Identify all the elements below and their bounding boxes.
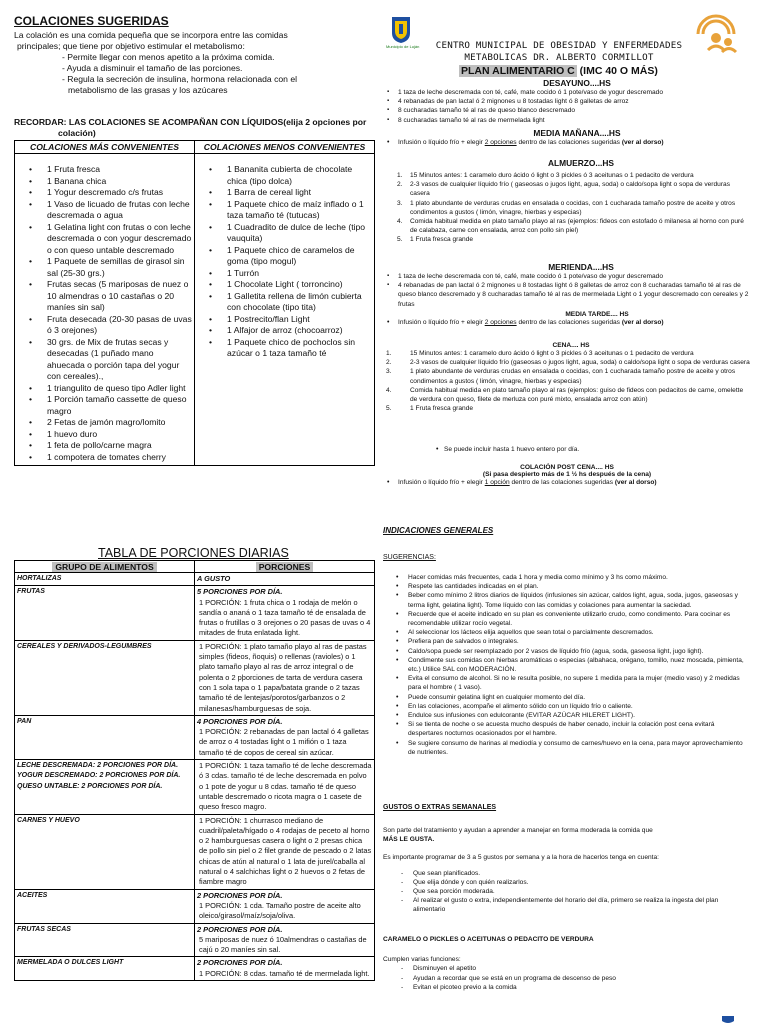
cena-item: 5. 1 Fruta fresca grande [383, 404, 751, 413]
almuerzo-section [383, 158, 751, 245]
sugerencia-item: • En las colaciones, acompañe el alimento sólido con un líquido frío o caliente. [383, 702, 751, 711]
porciones-detail-cell [195, 814, 375, 889]
porciones-row [15, 573, 375, 586]
porciones-count: A GUSTO [197, 574, 231, 583]
colacion-mas-item: • 1 Fruta fresca [19, 164, 192, 176]
porc-header-grupo: GRUPO DE ALIMENTOS [15, 561, 195, 573]
porciones-detail-cell [195, 957, 375, 981]
gustos-item: - Al realizar el gusto o extra, independientemente del horario del día, primero se realiza la ingesta del plan alimentario [383, 896, 751, 914]
colacion-mas-item: • 1 Vaso de licuado de frutas con leche descremada o agua [19, 199, 192, 222]
gustos-item: - Que sea porción moderada. [383, 887, 751, 896]
indicaciones-title: INDICACIONES GENERALES [383, 526, 494, 535]
porciones-body [15, 573, 375, 981]
porciones-detail-cell [195, 923, 375, 957]
porciones-detail: 1 PORCIÓN: 1 fruta chica o 1 rodaja de melón o sandía o ananá o 1 taza tamaño té de ensalada de frutas o frutillas o 3 orejones o 20 pasas de uvas o 4 mitades de fruta enlatada light. [199, 597, 371, 638]
colacion-mas-item: • Frutas secas (5 mariposas de nuez o 10 almendras o 10 castañas o 20 maníes sin sal) [19, 279, 192, 314]
desayuno-item: ▪ 8 cucharadas tamaño té al ras de queso blanco descremado [383, 106, 751, 115]
desayuno-list [383, 88, 751, 125]
porciones-detail-cell [195, 760, 375, 814]
porciones-group-cell: CARNES Y HUEVO [15, 814, 195, 889]
desayuno-item: ▪ 1 taza de leche descremada con té, café, mate cocido ó 1 pote/vaso de yogur descremado [383, 88, 751, 97]
porciones-detail: 1 PORCIÓN: 1 cda. Tamaño postre de aceite alto oleico/girasol/maíz/soja/oliva. [199, 900, 361, 921]
colacion-mas-item: • 1 Porción tamaño cassette de queso magro [19, 394, 192, 417]
porc-header-porciones: PORCIONES [195, 561, 375, 573]
colacion-menos-item: • 1 Barra de cereal light [199, 187, 372, 199]
recordar-note: RECORDAR: LAS COLACIONES SE ACOMPAÑAN CON LÍQUIDOS(elija 2 opciones por colación) [14, 117, 367, 138]
caramelo-title: CARAMELO O PICKLES O ACEITUNAS O PEDACITO DE VERDURA [383, 936, 594, 943]
sugerencia-item: • Hacer comidas más frecuentes, cada 1 hora y media como mínimo y 3 hs como máximo. [383, 573, 751, 582]
colacion-menos-item: • 1 Alfajor de arroz (chocoarroz) [199, 325, 372, 337]
gustos-p2: Es importante programar de 3 a 5 gustos por semana y a la hora de hacerlos tenga en cuenta: [383, 854, 660, 862]
centro-header: CENTRO MUNICIPAL DE OBESIDAD Y ENFERMEDADES METABOLICAS DR. ALBERTO CORMILLOT [435, 40, 683, 63]
cena-item: 4. Comida habitual medida en plato tamaño playo al ras (ejemplos: guiso de fideos con pedacitos de carne, omelette de verdura con queso, filete de merluza con puré mixto, ensalada arroz con atún) [383, 386, 751, 404]
colacion-menos-item: • 1 Bananita cubierta de chocolate chica (tipo dolca) [199, 164, 372, 187]
media-manana-title: MEDIA MAÑANA....HS [533, 128, 621, 138]
gustos-item: - Que elija dónde y con quién realizarlos. [383, 878, 751, 887]
media-tarde-text: • Infusión o líquido frío + elegir 2 opciones dentro de las colaciones sugeridas (ver al dorso) [383, 318, 751, 327]
post-cena-subtitle: (Si pasa despierto más de 1 ½ hs después de la cena) [482, 471, 652, 478]
colacion-menos-item: • 1 Galletita rellena de limón cubierta con chocolate (tipo tita) [199, 291, 372, 314]
desayuno-item: ▪ 4 rebanadas de pan lactal ó 2 mignones u 8 tostadas light ó 8 galletas de arroz [383, 97, 751, 106]
colacion-mas-item: • 1 Banana chica [19, 176, 192, 188]
caramelo-item: - Ayudan a recordar que se está en un programa de descenso de peso [383, 974, 751, 983]
porciones-detail: 1 PORCIÓN: 1 taza tamaño té de leche descremada ó 3 cdas. tamaño té de leche descremada en polvo o 1 pote de yogur u 8 cdas. tamaño té de queso untable descremado o ricota magra o 1 casete de queso fresco magro. [199, 761, 372, 812]
merienda-item: ▪ 1 taza de leche descremada con té, café, mate cocido ó 1 pote/vaso de yogur descremado [383, 272, 751, 281]
merienda-section [383, 262, 751, 309]
merienda-list [383, 272, 751, 309]
colacion-menos-item: • 1 Cuadradito de dulce de leche (tipo vauquita) [199, 222, 372, 245]
gustos-list [383, 869, 751, 915]
menos-list [199, 164, 372, 360]
colacion-mas-item: • 1 Gelatina light con frutas o con leche descremada o con yogur descremado o con queso untable descremado [19, 222, 192, 257]
post-cena-section [383, 464, 751, 487]
cena-section [383, 342, 751, 413]
almuerzo-title: ALMUERZO...HS [547, 158, 615, 168]
colacion-mas-item: • 2 Fetas de jamón magro/lomito [19, 417, 192, 429]
desayuno-item: ▪ 8 cucharadas tamaño té al ras de mermelada light [383, 116, 751, 125]
colacion-menos-item: • 1 Paquete chico de caramelos de goma (tipo mogul) [199, 245, 372, 268]
sugerencia-item: • Si se tienta de noche o se acuesta mucho después de haber cenado, incluir la colación post cena evitará despertares nocturnos ocasionados por el hambre. [383, 720, 751, 738]
colacion-mas-item: • Fruta desecada (20-30 pasas de uvas ó 3 orejones) [19, 314, 192, 337]
colacion-menos-item: • 1 Chocolate Light ( torroncino) [199, 279, 372, 291]
caramelo-item: - Disminuyen el apetito [383, 964, 751, 973]
huevo-note: • Se puede incluir hasta 1 huevo entero por día. [436, 446, 580, 453]
caramelo-p: Cumplen varias funciones: [383, 956, 461, 963]
colaciones-table [14, 140, 375, 466]
porciones-detail-cell [195, 573, 375, 586]
gustos-item: - Que sean planificados. [383, 869, 751, 878]
almuerzo-item: 1. 15 Minutos antes: 1 caramelo duro ácido ó light o 3 pickles ó 3 aceitunas o 1 pedacito de verdura [383, 171, 751, 180]
colaciones-title: COLACIONES SUGERIDAS [14, 14, 169, 28]
colacion-mas-item: • 1 Yogur descremado c/s frutas [19, 187, 192, 199]
cena-item: 1. 15 Minutos antes: 1 caramelo duro ácido ó light o 3 pickles ó 3 aceitunas o 1 pedacito de verdura [383, 349, 751, 358]
almuerzo-list [383, 171, 751, 245]
sugerencia-item: • Prefiera pan de salvados o integrales. [383, 637, 751, 646]
gustos-title: GUSTOS O EXTRAS SEMANALES [383, 804, 497, 811]
porciones-row [15, 957, 375, 981]
porciones-group-cell: FRUTAS SECAS [15, 923, 195, 957]
porciones-group-cell: LECHE DESCREMADA: 2 PORCIONES POR DÍA. YOGUR DESCREMADO: 2 PORCIONES POR DÍA. QUESO UNTABLE: 2 PORCIONES POR DÍA. [15, 760, 195, 814]
mas-list [19, 164, 192, 463]
porciones-table [14, 560, 375, 981]
sugerencia-item: • Endulce sus infusiones con edulcorante (EVITAR AZÚCAR HILERET LIGHT). [383, 711, 751, 720]
cena-item: 2. 2-3 vasos de cualquier líquido frío (gaseosas o jugos light, agua, soda) o caldo/sopa light o sopa de verduras casera [383, 358, 751, 367]
porciones-detail: 1 PORCIÓN: 1 plato tamaño playo al ras de pastas simples (fideos, ñoquis) o rellenas (ravioles) o 1 plato tamaño playo al ras de arroz integral o de polenta o 2 pþorciones de tarta de verdura casera con 1 sola tapa o 1 papa/batata grande o 2 tazas tamaño té de lentejas/porotos/garbanzos o 2 milanesas/hamburguesas de soja. [199, 641, 367, 713]
almuerzo-item: 5. 1 Fruta fresca grande [383, 235, 751, 244]
colacion-menos-item: • 1 Paquete chico de maíz inflado o 1 taza tamaño té (tutucas) [199, 199, 372, 222]
cena-title: CENA.... HS [552, 342, 590, 349]
porciones-detail: 5 mariposas de nuez ó 10almendras o castañas de cajú o 20 maníes sin sal. [199, 934, 367, 955]
sugerencia-item: • Beber como mínimo 2 litros diarios de líquidos (infusiones sin azúcar, caldos light, agua, soda, jugos, gaseosas y terma light, gelatina light). Tome líquido con las comidas y colaciones para aumentar la saciedad. [383, 591, 751, 609]
desayuno-title: DESAYUNO....HS [543, 78, 611, 88]
sugerencia-item: • Al seleccionar los lácteos elija aquellos que sean total o parcialmente descremados. [383, 628, 751, 637]
porciones-detail: 1 PORCIÓN: 2 rebanadas de pan lactal ó 4 galletas de arroz o 4 tostadas light o 1 mifión o 1 taza tamaño té de copos de cereal sin azúcar. [199, 727, 369, 757]
municipio-shield-icon [391, 16, 411, 44]
porciones-count: 2 PORCIONES POR DÍA. [197, 958, 283, 968]
porciones-detail-cell [195, 889, 375, 923]
porciones-row [15, 923, 375, 957]
colacion-mas-item: • 30 grs. de Mix de frutas secas y desecadas (1 puñado mano ahuecada o porción tapa del yogur con cereales)., [19, 337, 192, 383]
porciones-group-cell: CEREALES Y DERIVADOS-LEGUMBRES [15, 640, 195, 715]
colacion-mas-item: • 1 Paquete de semillas de girasol sin sal (25-30 grs.) [19, 256, 192, 279]
sugerencias-title: SUGERENCIAS: [383, 554, 436, 561]
porciones-detail: 1 PORCIÓN: 8 cdas. tamaño té de mermelada light. [199, 968, 370, 978]
sugerencia-item: • Recuerde que el aceite indicado en su plan es conveniente utilizarlo crudo, como condimento. Para cocinar es recomendable utilizar rocío vegetal. [383, 610, 751, 628]
colaciones-menos-cell [195, 154, 375, 466]
col-header-menos: COLACIONES MENOS CONVENIENTES [195, 141, 375, 154]
merienda-item: ▪ 4 rebanadas de pan lactal ó 2 mignones u 8 tostadas light ó 8 galletas de arroz con 8 cucharadas tamaño té al ras de queso blanco descremado y 8 cucharadas tamaño té al ras de mermelada Light o 1 yogur descremado con cereales y 2 frutas [383, 281, 751, 309]
porciones-row [15, 586, 375, 640]
post-cena-title: COLACIÓN POST CENA.... HS [520, 464, 614, 471]
logo-caption: Municipio de Luján [386, 44, 420, 49]
colacion-mas-item: • 1 triangulito de queso tipo Adler light [19, 383, 192, 395]
porciones-row [15, 640, 375, 715]
porciones-group-cell: FRUTAS [15, 586, 195, 640]
porciones-title: TABLA DE PORCIONES DIARIAS [98, 546, 289, 560]
porciones-count: 2 PORCIONES POR DÍA. [197, 890, 283, 900]
caramelo-section [383, 955, 751, 993]
colacion-menos-item: • 1 Turrón [199, 268, 372, 280]
sugerencia-item: • Puede consumir gelatina light en cualquier momento del día. [383, 693, 751, 702]
sugerencia-item: • Respete las cantidades indicadas en el plan. [383, 582, 751, 591]
sugerencia-item: • Se sugiere consumo de harinas al mediodía y consumo de carnes/huevo en la cena, para mayor aprovechamiento de nutrientes. [383, 739, 751, 757]
porciones-group-cell: HORTALIZAS [15, 573, 195, 586]
porciones-group-cell: ACEITES [15, 889, 195, 923]
post-cena-text: • Infusión o líquido frío + elegir 1 opción dentro de las colaciones sugeridas (ver al dorso) [383, 478, 751, 487]
footer-shield-icon [721, 1016, 735, 1024]
media-manana-section [383, 128, 751, 147]
colaciones-mas-cell [15, 154, 195, 466]
sugerencia-item: • Caldo/sopa puede ser reemplazado por 2 vasos de líquido frío (agua, soda, gaseosa light, jugo light). [383, 647, 751, 656]
porciones-group-cell: PAN [15, 715, 195, 759]
porciones-group-cell: MERMELADA O DULCES LIGHT [15, 957, 195, 981]
colacion-menos-item: • 1 Paquete chico de pochoclos sin azúcar o 1 taza tamaño té [199, 337, 372, 360]
porciones-row [15, 814, 375, 889]
colaciones-intro: La colación es una comida pequeña que se incorpora entre las comidas principales; que tiene por objetivo estimular el metabolismo: - Permite llegar con menos apetito a la próxima comida. - Ayuda a disminuir el tamaño de las porciones. - Regula la secreción de insulina, hormona relacionada con el metabolismo de las grasas y los azúcares [14, 30, 298, 95]
sugerencia-item: • Evita el consumo de alcohol. Si no le resulta posible, no supere 1 medida para la mujer (medio vaso) y 2 medidas para el hombre ( 1 vaso). [383, 674, 751, 692]
colacion-mas-item: • 1 huevo duro [19, 429, 192, 441]
almuerzo-item: 4. Comida habitual medida en plato tamaño playo al ras (ejemplos: fideos con estofado ó milanesa al horno con puré de calabaza, carne con ensalada, arroz con pollo sin piel) [383, 217, 751, 235]
almuerzo-item: 3. 1 plato abundante de verduras crudas en ensalada o cocidas, con 1 cucharada tamaño postre de aceite y otros condimentos a gustos ( limón, vinagre, hierbas y especias) [383, 199, 751, 217]
cena-list [383, 349, 751, 413]
media-manana-text: • Infusión o líquido frío + elegir 2 opciones dentro de las colaciones sugeridas (ver al dorso) [383, 138, 751, 147]
gustos-p1: Son parte del tratamiento y ayudan a aprender a manejar en forma moderada la comida que MÁS LE GUSTA. [383, 827, 653, 844]
sugerencia-item: • Condimente sus comidas con hierbas aromáticas o especias (albahaca, orégano, tomillo, nuez moscada, pimienta, etc.) Utilice SAL con MODERACIÓN. [383, 656, 751, 674]
porciones-count: 2 PORCIONES POR DÍA. [197, 924, 283, 934]
porciones-detail-cell [195, 715, 375, 759]
caramelo-item: - Evitan el picoteo previo a la comida [383, 983, 751, 992]
media-tarde-section [383, 311, 751, 327]
merienda-title: MERIENDA....HS [548, 262, 614, 272]
porciones-detail: 1 PORCIÓN: 1 churrasco mediano de cuadril/paleta/hígado o 4 rodajas de peceto al horno o 2 hamburguesas casera o light o 2 presas chica de pollo sin piel o 2 filet grande de pescado o 2 latas chicas de atún al natural o 1 lata de jurel/caballa al natural o 4 salchichas light o 2 huevos o 2 fetas de fiambre magro [199, 815, 372, 887]
desayuno-section [383, 78, 751, 125]
caramelo-list [383, 964, 751, 992]
porciones-row [15, 715, 375, 759]
porciones-count: 4 PORCIONES POR DÍA. [197, 716, 283, 726]
colacion-mas-item: • 1 feta de pollo/carne magra [19, 440, 192, 452]
almuerzo-item: 2. 2-3 vasos de cualquier líquido frío ( gaseosas o jugos light, agua, soda) o caldo/sopa light o sopa de verduras casera [383, 180, 751, 198]
porciones-detail-cell [195, 586, 375, 640]
colacion-mas-item: • 1 compotera de tomates cherry [19, 452, 192, 464]
gustos-section [383, 826, 751, 915]
plan-title: PLAN ALIMENTARIO C (IMC 40 O MÁS) [461, 65, 658, 77]
colacion-menos-item: • 1 Postrecito/flan Light [199, 314, 372, 326]
porciones-detail-cell [195, 640, 375, 715]
porciones-row [15, 889, 375, 923]
col-header-mas: COLACIONES MÁS CONVENIENTES [15, 141, 195, 154]
porciones-count: 5 PORCIONES POR DÍA. [197, 587, 283, 597]
sugerencias-list [383, 573, 751, 757]
media-tarde-title: MEDIA TARDE.... HS [565, 311, 629, 318]
cena-item: 3. 1 plato abundante de verduras crudas en ensalada o cocidas, con 1 cucharada tamaño postre de aceite y otros condimentos a gustos ( limón, vinagre, hierbas y especias) [383, 367, 751, 385]
porciones-row [15, 760, 375, 814]
